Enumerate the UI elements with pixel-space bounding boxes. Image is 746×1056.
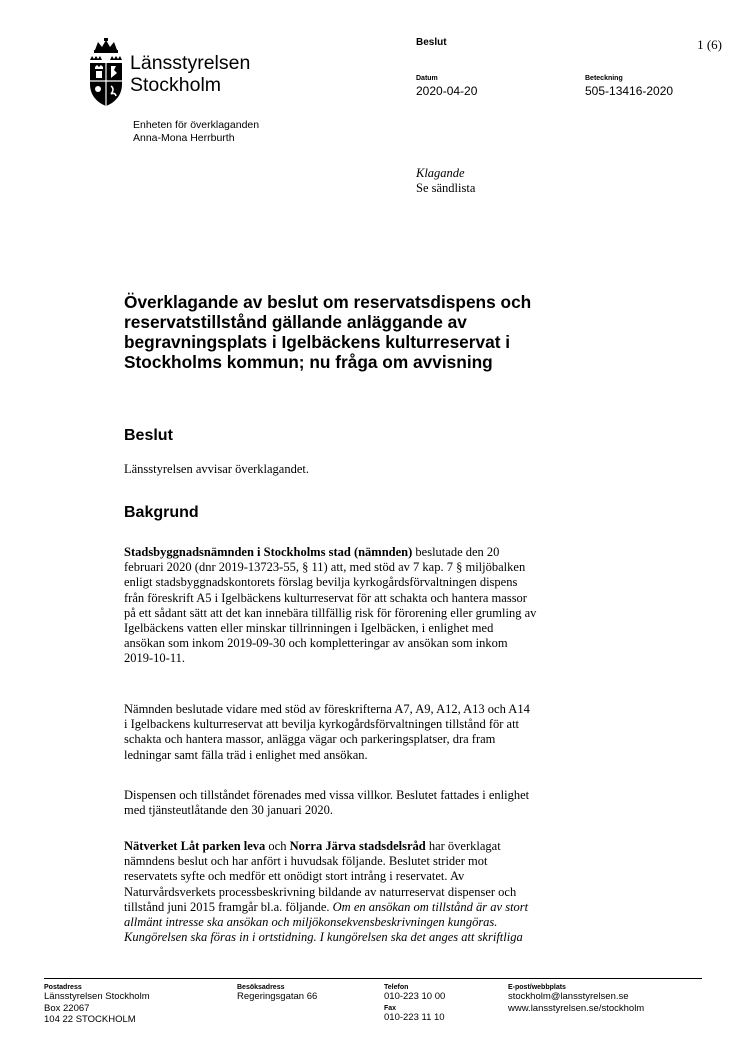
reference-label: Beteckning (585, 75, 623, 82)
italic-text: Om en ansökan om tillstånd är av stort (332, 899, 529, 914)
paragraph-background-3 (124, 788, 644, 818)
county-crest-logo (87, 36, 125, 108)
paragraph-line (124, 930, 644, 945)
text-run: beslutade den 20 (412, 545, 500, 559)
footer-contact (508, 984, 644, 1014)
sender-block (133, 119, 259, 145)
title-line: Överklagande av beslut om reservatsdispens och (124, 292, 532, 312)
recipient-block (416, 166, 475, 196)
paragraph-line: ansökan som inkom 2019-09-30 och kompletteringar av ansökan som inkom (124, 636, 508, 651)
paragraph-line: på ett sådant sätt att det kan innebära tillfällig risk för förorening eller grumling av (124, 605, 537, 620)
email-link[interactable]: stockholm@lansstyrelsen.se (508, 991, 629, 1002)
bold-text: Stadsbyggnadsnämnden i Stockholms stad (nämnden) (124, 545, 413, 559)
date-value: 2020-04-20 (416, 84, 478, 98)
website-link[interactable]: www.lansstyrelsen.se/stockholm (508, 1002, 645, 1014)
org-name (130, 52, 250, 96)
paragraph-line: februari 2020 (dnr 2019-13723-55, § 11) att, med stöd av 7 kap. 7 § miljöbalken (124, 560, 526, 575)
recipient-value: Se sändlista (416, 181, 476, 195)
paragraph-line: 2019-10-11. (124, 651, 185, 666)
footer-phone (384, 984, 445, 1023)
footer-postal-address (44, 984, 150, 1026)
paragraph-line: med tjänsteutlåtande den 30 januari 2020. (124, 803, 333, 818)
title-line: Stockholms kommun; nu fråga om avvisning (124, 352, 493, 372)
title-line: begravningsplats i Igelbäckens kulturreservat i (124, 332, 511, 352)
org-name-line1: Länsstyrelsen (130, 52, 251, 74)
paragraph-line: från föreskrift A5 i Igelbäckens kulturreservat för att schakta och hantera massor (124, 590, 527, 605)
sender-person: Anna-Mona Herrburth (133, 132, 235, 144)
paragraph-line (124, 900, 644, 915)
document-title (124, 292, 634, 372)
paragraph-line: nämndens beslut och har anfört i huvudsak följande. Beslutet strider mot (124, 854, 488, 869)
paragraph-line: ledningar samt fälla träd i enlighet med ansökan. (124, 747, 368, 762)
reference-value: 505-13416-2020 (585, 84, 674, 98)
paragraph-line (124, 839, 644, 854)
paragraph-line: enligt stadsbyggnadskontorets förslag bevilja kyrkogårdsförvaltningen dispens (124, 575, 518, 590)
paragraph-line: Naturvårdsverkets processbeskrivning bildande av naturreservat dispenser och (124, 884, 517, 899)
section-heading-beslut: Beslut (124, 427, 173, 444)
title-line: reservatstillstånd gällande anläggande av (124, 312, 467, 332)
paragraph-line: Nämnden beslutade vidare med stöd av föreskrifterna A7, A9, A12, A13 och A14 (124, 702, 530, 716)
italic-text: allmänt intresse ska ansökan och miljökonsekvensbeskrivningen kungöras. (124, 915, 498, 930)
italic-text: Kungörelsen ska föras in i ortstidning. I kungörelsen ska det anges att skriftliga (124, 930, 523, 945)
footer-label: Besöksadress (237, 984, 285, 991)
paragraph-line (124, 545, 644, 560)
page-number: 1 (6) (697, 37, 722, 52)
text-run: och (265, 839, 290, 853)
paragraph-line: Igelbäckens vatten eller minskar tillrinningen i Igelbäcken, i enlighet med (124, 621, 494, 636)
document-type: Beslut (416, 37, 447, 48)
decision-text: Länsstyrelsen avvisar överklagandet. (124, 462, 310, 476)
text-run: har överklagat (425, 839, 501, 853)
date-label: Datum (416, 75, 438, 82)
footer-visiting-address (237, 984, 317, 1003)
footer-label: Telefon (384, 984, 409, 991)
paragraph-background-1 (124, 545, 644, 667)
paragraph-line (124, 915, 644, 930)
footer-value: 010-223 11 10 (384, 1011, 445, 1023)
paragraph-background-2 (124, 702, 644, 763)
recipient-label: Klagande (416, 166, 465, 180)
footer-label: E-post/webbplats (508, 984, 566, 991)
bold-text: Nätverket Låt parken leva (124, 839, 266, 853)
footer-label: Postadress (44, 984, 82, 991)
footer-value: Regeringsgatan 66 (237, 991, 318, 1002)
paragraph-line: schakta och hantera massor, anlägga vägar och parkeringsplatser, dra fram (124, 732, 496, 747)
footer-value: 104 22 STOCKHOLM (44, 1014, 136, 1025)
footer-label: Fax (384, 1004, 397, 1012)
section-heading-bakgrund: Bakgrund (124, 504, 199, 521)
bold-text: Norra Järva stadsdelsråd (289, 839, 426, 853)
footer-value: 010-223 10 00 (384, 991, 446, 1002)
paragraph-appeal (124, 839, 644, 945)
footer-divider (44, 978, 702, 979)
paragraph-line: Dispensen och tillståndet förenades med vissa villkor. Beslutet fattades i enlighet (124, 788, 530, 802)
org-name-line2: Stockholm (130, 74, 222, 96)
paragraph-line: i Igelbackens kulturreservat att bevilja kyrkogårdsförvaltningen tillstånd för att (124, 717, 520, 732)
sender-unit: Enheten för överklaganden (133, 119, 260, 131)
footer-value: Länsstyrelsen Stockholm (44, 991, 150, 1002)
text-run: tillstånd juni 2015 framgår bl.a. följande. (124, 899, 333, 914)
footer-value: Box 22067 (44, 1002, 90, 1014)
paragraph-line: reservatets syfte och medför ett onödigt stort intrång i reservatet. Av (124, 869, 465, 884)
